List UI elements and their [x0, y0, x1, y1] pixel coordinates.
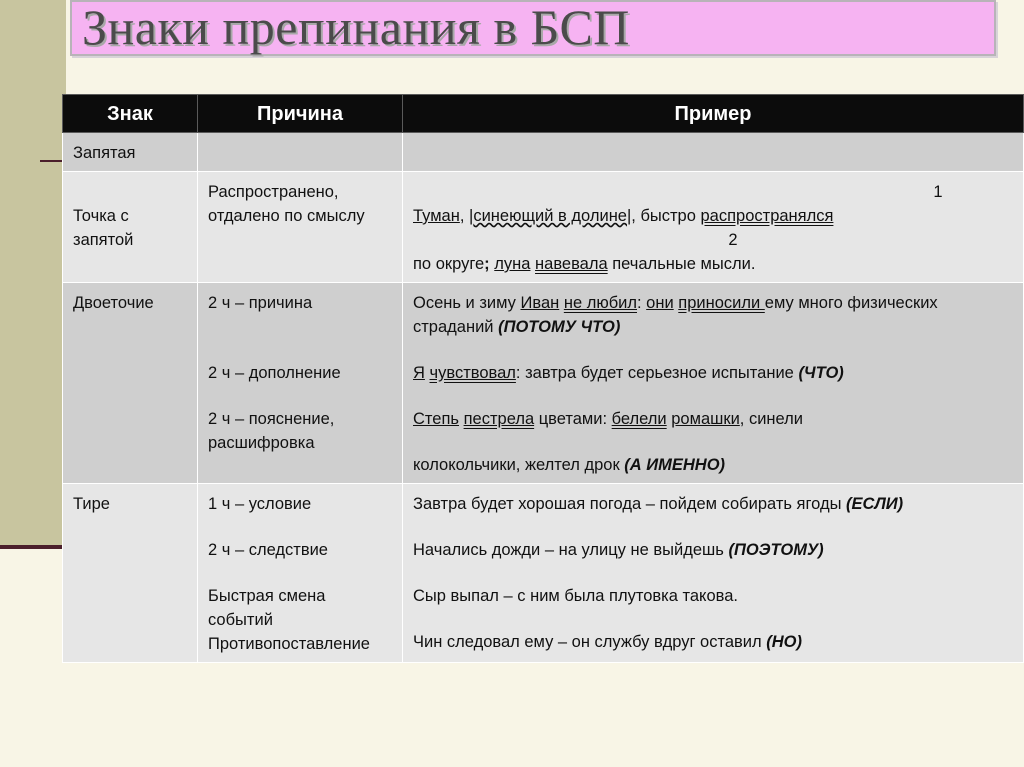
text-fragment: Начались дожди – на улицу не выйдешь — [413, 541, 729, 559]
subject: Я — [413, 364, 425, 382]
conjunction-tag: (НО) — [766, 633, 802, 651]
text-fragment: Осень и зиму — [413, 294, 521, 312]
text-fragment: колокольчики, желтел дрок — [413, 456, 625, 474]
example-line — [413, 291, 1013, 339]
subject: они — [646, 294, 674, 312]
reason-cell — [198, 133, 403, 172]
example-cell — [403, 484, 1024, 663]
sign-cell: Двоеточие — [63, 283, 198, 484]
text-fragment: цветами: — [534, 410, 612, 428]
example-cell — [403, 133, 1024, 172]
text-fragment: , синели — [739, 410, 804, 428]
conjunction-tag: (ПОЭТОМУ) — [728, 541, 824, 559]
conjunction-tag: (ЧТО) — [798, 364, 844, 382]
example-line — [413, 204, 1013, 228]
spacer — [413, 431, 1013, 453]
table-row-dash — [63, 484, 1024, 663]
text-fragment: Чин следовал ему – он службу вдруг оставил — [413, 633, 767, 651]
decorative-sidebar — [0, 0, 66, 548]
predicate: белели — [611, 410, 667, 428]
text-fragment: Сыр выпал – с ним была плутовка такова. — [413, 587, 738, 605]
reason-line: Противопоставление — [208, 635, 370, 653]
reason-line: 2 ч – следствие — [208, 541, 328, 559]
spacer — [413, 385, 1013, 407]
example-line — [413, 407, 1013, 431]
punctuation-table — [62, 94, 1024, 663]
subject: Иван — [520, 294, 560, 312]
reason-line: 2 ч – дополнение — [208, 364, 341, 382]
example-line — [413, 630, 1013, 654]
reason-line: Быстрая смена событий — [208, 587, 326, 629]
decorative-line — [0, 545, 66, 549]
spacer — [413, 339, 1013, 361]
subject: ромашки — [671, 410, 740, 428]
predicate: навевала — [535, 255, 608, 273]
subject: Степь — [413, 410, 459, 428]
slide-title: Знаки препинания в БСП — [82, 0, 630, 55]
clause-number-2: 2 — [728, 231, 738, 249]
text-fragment: печальные мысли. — [607, 255, 756, 273]
conjunction-tag: (А ИМЕННО) — [624, 456, 726, 474]
conjunction-tag: (ЕСЛИ) — [846, 495, 904, 513]
predicate: пестрела — [463, 410, 535, 428]
example-cell — [403, 283, 1024, 484]
reason-line: 2 ч – пояснение, расшифровка — [208, 410, 335, 452]
table-row-comma — [63, 133, 1024, 172]
conjunction-tag: (ПОТОМУ ЧТО) — [498, 318, 621, 336]
predicate: приносили — [678, 294, 765, 312]
header-reason: Причина — [198, 95, 403, 133]
text-fragment: , | — [459, 207, 474, 225]
spacer — [208, 385, 392, 407]
text-fragment: по округе — [413, 255, 485, 273]
reason-cell — [198, 283, 403, 484]
text-fragment: ему много физических страданий — [413, 294, 938, 336]
reason-line: 2 ч – причина — [208, 294, 313, 312]
reason-cell: Распространено, отдалено по смыслу — [198, 172, 403, 283]
table-row-colon — [63, 283, 1024, 484]
example-line — [413, 361, 1013, 385]
sign-cell: Тире — [63, 484, 198, 663]
predicate: не любил — [563, 294, 637, 312]
subject: луна — [494, 255, 531, 273]
participial-phrase: синеющий в долине — [473, 207, 627, 225]
predicate: чувствовал — [429, 364, 516, 382]
example-cell — [403, 172, 1024, 283]
reason-cell — [198, 484, 403, 663]
spacer — [413, 516, 1013, 538]
spacer — [208, 562, 392, 584]
example-line — [413, 252, 1013, 276]
header-sign: Знак — [63, 95, 198, 133]
spacer — [413, 608, 1013, 630]
table-header-row — [63, 95, 1024, 133]
reason-line: 1 ч – условие — [208, 495, 312, 513]
sign-cell: Точка с запятой — [63, 172, 198, 283]
text-fragment: : завтра будет серьезное испытание — [515, 364, 799, 382]
example-line — [413, 453, 1013, 477]
header-example: Пример — [403, 95, 1024, 133]
semicolon-mark: ; — [484, 255, 490, 273]
sign-cell: Запятая — [63, 133, 198, 172]
table-row-semicolon — [63, 172, 1024, 283]
clause-number-1: 1 — [933, 183, 943, 201]
example-line — [413, 584, 1013, 608]
spacer — [413, 562, 1013, 584]
spacer — [208, 315, 392, 361]
subject: Туман — [413, 207, 460, 225]
text-fragment: Завтра будет хорошая погода – пойдем собирать ягоды — [413, 495, 847, 513]
example-line — [413, 492, 1013, 516]
example-line — [413, 538, 1013, 562]
predicate: распространялся — [700, 207, 834, 225]
text-fragment: : — [637, 294, 647, 312]
text-fragment: |, быстро — [626, 207, 701, 225]
spacer — [208, 516, 392, 538]
